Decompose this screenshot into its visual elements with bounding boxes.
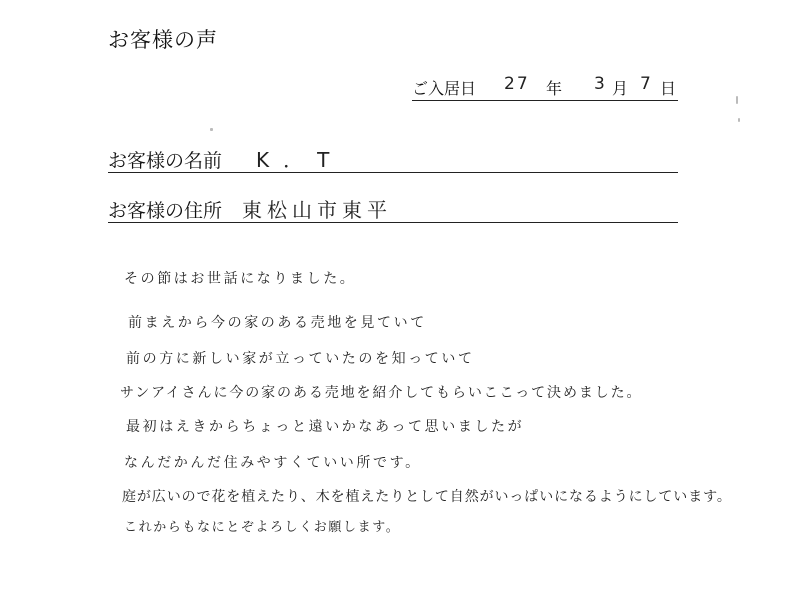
- customer-name-label: お客様の名前: [108, 150, 223, 172]
- message-line: なんだかんだ住みやすくていい所です。: [124, 455, 422, 471]
- scan-speck: [736, 96, 738, 104]
- message-line: これからもなにとぞよろしくお願します。: [124, 520, 401, 535]
- move-in-year: 27: [504, 74, 530, 94]
- move-in-day-unit: 日: [660, 79, 677, 98]
- customer-address-value: 東松山市東平: [242, 198, 392, 222]
- move-in-month: 3: [594, 74, 607, 94]
- move-in-date-field: [412, 74, 678, 101]
- move-in-day: 7: [640, 74, 653, 94]
- customer-name-value: K．T: [256, 148, 344, 172]
- customer-name-field: [108, 144, 678, 173]
- customer-address-label: お客様の住所: [108, 200, 223, 222]
- message-line: 前まえから今の家のある売地を見ていて: [128, 315, 427, 331]
- message-line: サンアイさんに今の家のある売地を紹介してもらいここって決めました。: [120, 385, 643, 401]
- scan-speck: [738, 118, 740, 122]
- customer-address-field: [108, 194, 678, 223]
- message-line: 前の方に新しい家が立っていたのを知っていて: [126, 351, 475, 367]
- scan-speck: [210, 128, 213, 131]
- move-in-year-unit: 年: [546, 79, 563, 98]
- message-line: その節はお世話になりました。: [124, 271, 357, 287]
- page-title: お客様の声: [108, 28, 218, 52]
- message-line: 庭が広いので花を植えたり、木を植えたりとして自然がいっぱいになるようにしています。: [122, 489, 732, 505]
- move-in-date-label: ご入居日: [412, 79, 477, 98]
- message-line: 最初はえきからちょっと遠いかなあって思いましたが: [126, 419, 525, 435]
- move-in-month-unit: 月: [612, 79, 629, 98]
